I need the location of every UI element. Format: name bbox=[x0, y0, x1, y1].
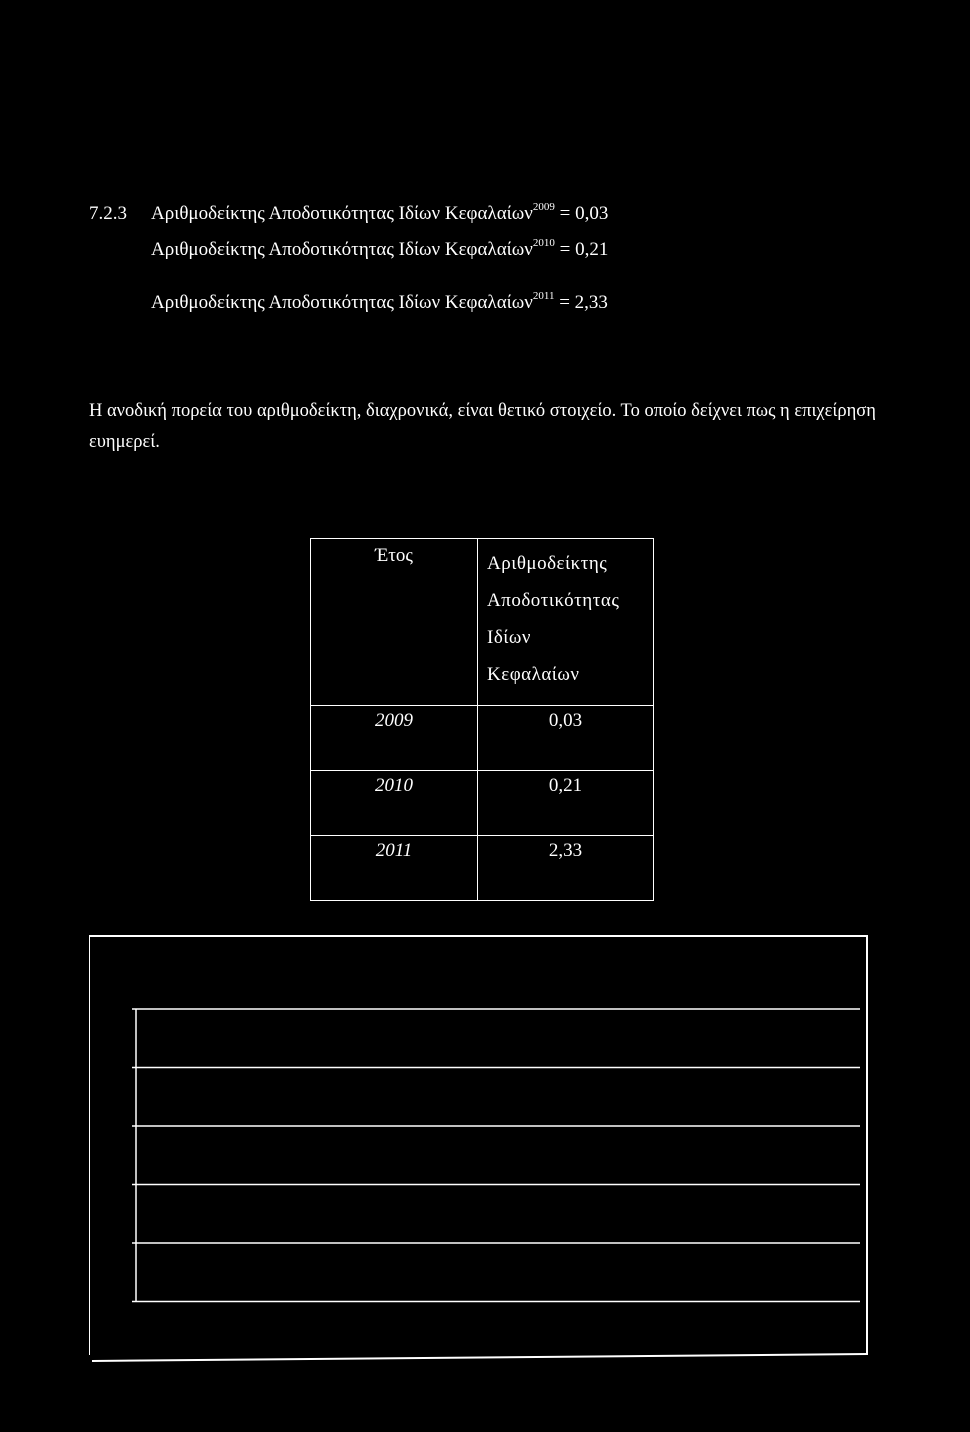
header-ratio-line: Ιδίων bbox=[487, 627, 531, 648]
header-ratio bbox=[478, 539, 654, 706]
header-year: Έτος bbox=[311, 539, 478, 706]
header-ratio-line: Αποδοτικότητας bbox=[487, 590, 620, 611]
year-cell: 2010 bbox=[311, 771, 478, 836]
ratio-year-superscript: 2010 bbox=[532, 237, 555, 249]
chart-bottom-border bbox=[92, 1351, 867, 1363]
header-ratio-line: Κεφαλαίων bbox=[487, 664, 580, 685]
ratio-year-superscript: 2009 bbox=[532, 201, 555, 213]
formula-line-2011 bbox=[151, 290, 608, 313]
analysis-paragraph: Η ανοδική πορεία του αριθμοδείκτη, διαχρονικά, είναι θετικό στοιχείο. Το οποίο δείχνει πως η επιχείρηση ευημερεί. bbox=[89, 401, 876, 452]
year-cell: 2011 bbox=[311, 836, 478, 901]
value-cell: 0,21 bbox=[478, 771, 654, 836]
roe-table bbox=[310, 538, 654, 901]
table-row bbox=[311, 706, 654, 771]
ratio-label: Αριθμοδείκτης Αποδοτικότητας Ιδίων Κεφαλαίων bbox=[151, 203, 533, 224]
value-cell: 2,33 bbox=[478, 836, 654, 901]
ratio-label: Αριθμοδείκτης Αποδοτικότητας Ιδίων Κεφαλαίων bbox=[151, 292, 533, 313]
ratio-value: = 0,21 bbox=[559, 239, 609, 260]
ratio-value: = 0,03 bbox=[559, 203, 609, 224]
ratio-value: = 2,33 bbox=[559, 292, 608, 313]
formula-line-2009 bbox=[89, 201, 609, 224]
value-cell: 0,03 bbox=[478, 706, 654, 771]
ratio-label: Αριθμοδείκτης Αποδοτικότητας Ιδίων Κεφαλαίων bbox=[151, 239, 533, 260]
table-row bbox=[311, 836, 654, 901]
chart-bottom-line bbox=[92, 1354, 867, 1361]
table-header-row bbox=[311, 539, 654, 706]
chart-plot bbox=[90, 937, 866, 1355]
header-ratio-line: Αριθμοδείκτης bbox=[487, 553, 608, 574]
section-number: 7.2.3 bbox=[89, 203, 127, 224]
ratio-year-superscript: 2011 bbox=[532, 290, 555, 302]
chart-frame bbox=[89, 935, 868, 1355]
year-cell: 2009 bbox=[311, 706, 478, 771]
formula-line-2010 bbox=[151, 237, 609, 260]
table-row bbox=[311, 771, 654, 836]
